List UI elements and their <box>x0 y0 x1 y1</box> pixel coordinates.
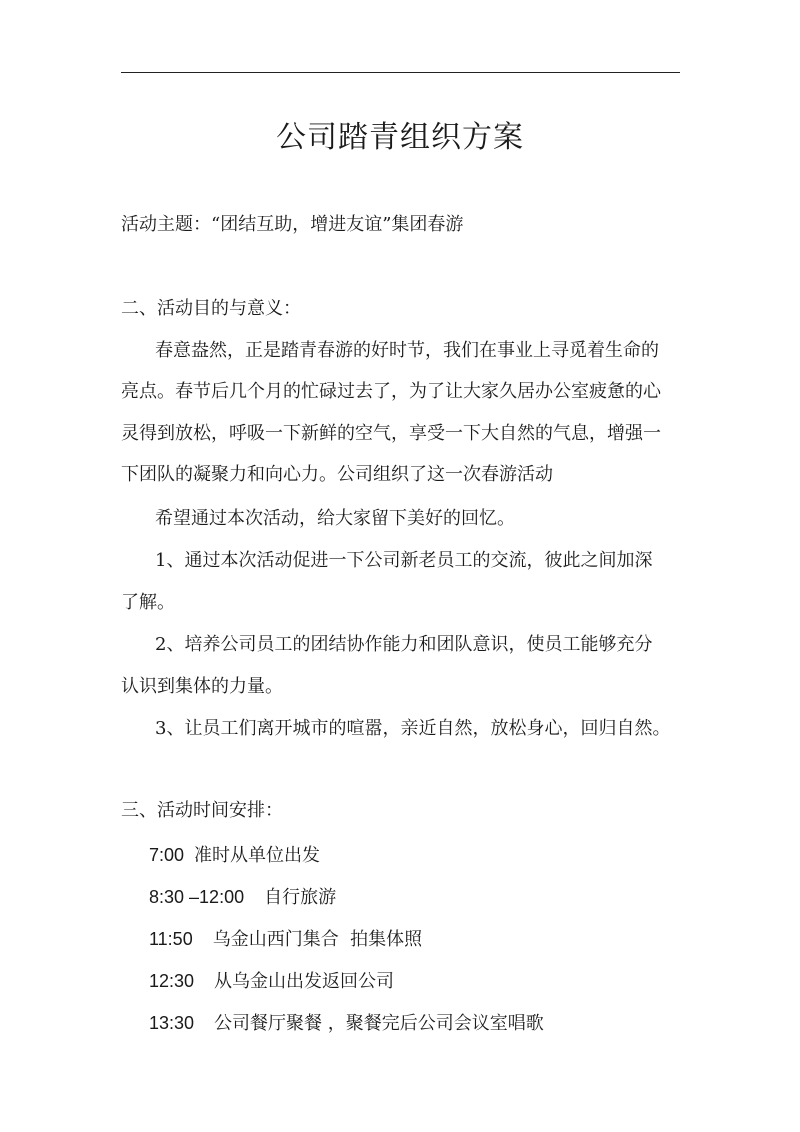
schedule-row <box>149 885 336 910</box>
paragraph-line: 下团队的凝聚力和向心力。公司组织了这一次春游活动 <box>121 464 553 485</box>
schedule-row <box>149 843 320 868</box>
section2-heading: 二、活动目的与意义： <box>121 298 301 319</box>
schedule-desc: 自行旅游 <box>264 887 337 908</box>
list-item-line: 了解。 <box>121 592 175 613</box>
theme-line: 活动主题：“团结互助，增进友谊”集团春游 <box>121 214 464 235</box>
schedule-row <box>149 969 394 994</box>
paragraph-line: 春意盎然，正是踏青春游的好时节，我们在事业上寻觅着生命的 <box>155 340 659 361</box>
schedule-row <box>149 927 422 952</box>
header-rule <box>121 72 680 73</box>
list-item-line: 1、通过本次活动促进一下公司新老员工的交流，彼此之间加深 <box>155 550 653 571</box>
paragraph-line: 灵得到放松，呼吸一下新鲜的空气，享受一下大自然的气息，增强一 <box>121 423 661 444</box>
schedule-time: 13:30 <box>149 1013 195 1033</box>
list-item-line: 3、让员工们离开城市的喧嚣，亲近自然，放松身心，回归自然。 <box>155 718 671 739</box>
schedule-desc: 公司餐厅聚餐 ，聚餐完后公司会议室唱歌 <box>214 1013 544 1034</box>
schedule-row <box>149 1011 544 1036</box>
paragraph-line: 希望通过本次活动，给大家留下美好的回忆。 <box>155 508 515 529</box>
list-item-line: 认识到集体的力量。 <box>121 676 283 697</box>
paragraph-line: 亮点。春节后几个月的忙碌过去了，为了让大家久居办公室疲惫的心 <box>121 381 661 402</box>
schedule-time: 8:30 –12:00 <box>149 887 245 907</box>
schedule-desc: 从乌金山出发返回公司 <box>214 971 395 992</box>
section3-heading: 三、活动时间安排： <box>121 800 283 821</box>
schedule-time: 12:30 <box>149 971 195 991</box>
page-title: 公司踏青组织方案 <box>276 120 524 155</box>
schedule-desc: 乌金山西门集合 拍集体照 <box>212 929 423 950</box>
schedule-time: 11:50 <box>149 929 193 949</box>
schedule-desc: 准时从单位出发 <box>194 845 321 866</box>
list-item-line: 2、培养公司员工的团结协作能力和团队意识，使员工能够充分 <box>155 634 653 655</box>
schedule-time: 7:00 <box>149 845 185 865</box>
